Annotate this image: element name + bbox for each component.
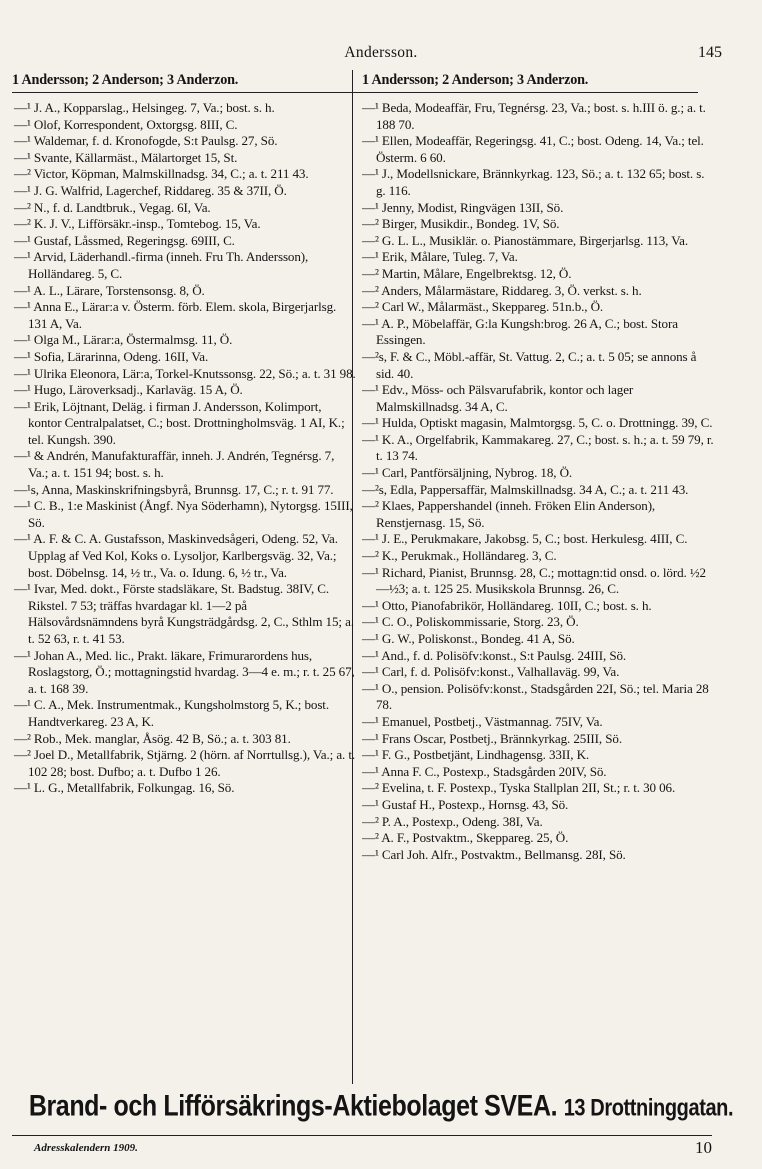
- advertisement-address: 13 Drottninggatan.: [563, 1095, 734, 1122]
- directory-entry: —¹ L. G., Metallfabrik, Folkungag. 16, Sö.: [14, 780, 235, 796]
- directory-entry: —¹ Hugo, Läroverksadj., Karlaväg. 15 A, Ö.: [14, 382, 243, 398]
- directory-entry: —² Birger, Musikdir., Bondeg. 1V, Sö.: [362, 216, 560, 232]
- column-heading: 1 Andersson; 2 Anderson; 3 Anderzon.: [362, 72, 589, 88]
- directory-entry: —¹ Erik, Löjtnant, Deläg. i firman J. Andersson, Kolimport, kontor Centralpalatset, C.; bost. Drottningholmsväg. 1 AI, K.; tel. Kungsh. 390.: [14, 398, 345, 447]
- directory-entry: —¹ Ulrika Eleonora, Lär:a, Torkel-Knutssonsg. 22, Sö.; a. t. 31 98.: [14, 365, 356, 381]
- directory-entry: —¹ Ivar, Med. dokt., Förste stadsläkare, St. Badstug. 38IV, C. Rikstel. 7 53; träffas hvardagar kl. 1—2 på Hälsovårdsnämndens byrå Kungsträdgårdsg. 2, C., Sthlm 15; a. t. 52 63, r. t. 41 53.: [14, 581, 354, 646]
- directory-entry: —¹ C. O., Poliskommissarie, Storg. 23, Ö.: [362, 614, 579, 630]
- directory-entry: —¹ Gustaf H., Postexp., Hornsg. 43, Sö.: [362, 796, 569, 812]
- directory-entry: —¹ Anna F. C., Postexp., Stadsgården 20IV, Sö.: [362, 763, 607, 779]
- directory-entry: —¹ Anna E., Lärar:a v. Österm. förb. Elem. skola, Birgerjarlsg. 131 A, Va.: [14, 299, 337, 331]
- directory-entry: —¹ K. A., Orgelfabrik, Kammakareg. 27, C.; bost. s. h.; a. t. 59 79, r. t. 13 74.: [362, 431, 714, 464]
- directory-entry: —² A. F., Postvaktm., Skeppareg. 25, Ö.: [362, 830, 569, 846]
- advertisement-banner: [0, 1089, 762, 1123]
- directory-entry: —¹ Otto, Pianofabrikör, Holländareg. 10II, C.; bost. s. h.: [362, 597, 652, 613]
- page-title: Andersson.: [344, 44, 418, 61]
- running-head: [0, 44, 762, 66]
- directory-entry: —¹ Edv., Möss- och Pälsvarufabrik, kontor och lager Malmskillnadsg. 34 A, C.: [362, 382, 634, 414]
- directory-entry: —¹ J. A., Kopparslag., Helsingeg. 7, Va.; bost. s. h.: [14, 100, 275, 115]
- directory-entry: —² Joel D., Metallfabrik, Stjärng. 2 (hörn. af Norrtullsg.), Va.; a. t. 102 28; bost. Dufbo; a. t. Dufbo 1 26.: [14, 747, 355, 779]
- directory-entry: —¹ Carl, Pantförsäljning, Nybrog. 18, Ö.: [362, 465, 573, 481]
- directory-entry: —²s, F. & C., Möbl.-affär, St. Vattug. 2, C.; a. t. 5 05; se annons å sid. 40.: [362, 348, 697, 381]
- left-column: [12, 70, 357, 797]
- directory-entry: —¹ Hulda, Optiskt magasin, Malmtorgsg. 5, C. o. Drottningg. 39, C.: [362, 415, 713, 431]
- directory-entry: —¹ Richard, Pianist, Brunnsg. 28, C.; mottagn:tid onsd. o. lörd. ½2—½3; a. t. 125 25. Musikskola Brunnsg. 26, C.: [362, 564, 706, 597]
- directory-entry: —¹ G. W., Poliskonst., Bondeg. 41 A, Sö.: [362, 631, 575, 646]
- footer-rule: [12, 1135, 712, 1136]
- publication-footer: Adresskalendern 1909.: [34, 1142, 138, 1154]
- directory-entry: —¹ J. E., Perukmakare, Jakobsg. 5, C.; bost. Herkulesg. 4III, C.: [362, 531, 688, 547]
- directory-entry: —¹ Johan A., Med. lic., Prakt. läkare, Frimurarordens hus, Roslagstorg, Ö.; mottagningstid hvardag. 3—4 e. m.; r. t. 25 67, a. t. 168 39.: [14, 647, 355, 696]
- right-column: [358, 70, 714, 863]
- directory-entry: —¹ Frans Oscar, Postbetj., Brännkyrkag. 25III, Sö.: [362, 730, 622, 746]
- directory-entry: —¹ Carl, f. d. Polisöfv:konst., Valhallaväg. 99, Va.: [362, 664, 620, 680]
- directory-entry: —¹ J., Modellsnickare, Brännkyrkag. 123, Sö.; a. t. 132 65; bost. s. g. 116.: [362, 166, 705, 198]
- directory-entry: —¹ Svante, Källarmäst., Mälartorget 15, St.: [14, 149, 238, 165]
- directory-entry: —² Victor, Köpman, Malmskillnadsg. 34, C.; a. t. 211 43.: [14, 166, 309, 182]
- directory-entry: —² K., Perukmak., Holländareg. 3, C.: [362, 548, 557, 564]
- directory-entry: —¹ Beda, Modeaffär, Fru, Tegnérsg. 23, Va.; bost. s. h.III ö. g.; a. t. 188 70.: [362, 100, 706, 132]
- directory-entry: —¹ Jenny, Modist, Ringvägen 13II, Sö.: [362, 199, 564, 215]
- directory-entry: —¹ C. A., Mek. Instrumentmak., Kungsholmstorg 5, K.; bost. Handtverkareg. 23 A, K.: [14, 697, 329, 729]
- directory-entry: —² P. A., Postexp., Odeng. 38I, Va.: [362, 813, 543, 829]
- directory-entry: —¹ Olof, Korrespondent, Oxtorgsg. 8III, C.: [14, 116, 238, 132]
- sheet-number: 10: [695, 1138, 712, 1157]
- directory-entry: —¹ Olga M., Lärar:a, Östermalmsg. 11, Ö.: [14, 332, 233, 348]
- directory-entry: —¹ A. F. & C. A. Gustafsson, Maskinvedsågeri, Odeng. 52, Va. Upplag af Ved Kol, Koks o. Lysoljor, Karlbergsväg. 32, Va.; bost. Döbelnsg. 14, ½ tr., Va. o. Idung. 6, ½ tr., Va.: [14, 531, 338, 580]
- directory-entry: —¹ Sofia, Lärarinna, Odeng. 16II, Va.: [14, 348, 209, 364]
- directory-entry: —¹s, Anna, Maskinskrifningsbyrå, Brunnsg. 17, C.; r. t. 91 77.: [14, 481, 334, 497]
- directory-entry: —¹ A. P., Möbelaffär, G:la Kungsh:brog. 26 A, C.; bost. Stora Essingen.: [362, 315, 678, 348]
- entry-list: [358, 92, 714, 863]
- directory-entry: —¹ Arvid, Läderhandl.-firma (inneh. Fru Th. Andersson), Holländareg. 5, C.: [14, 249, 309, 281]
- directory-entry: —¹ And., f. d. Polisöfv:konst., S:t Paulsg. 24III, Sö.: [362, 647, 627, 663]
- directory-entry: —² Martin, Målare, Engelbrektsg. 12, Ö.: [362, 265, 572, 281]
- directory-entry: —² Klaes, Pappershandel (inneh. Fröken Elin Anderson), Renstjernasg. 15, Sö.: [362, 498, 656, 530]
- directory-entry: —¹ & Andrén, Manufakturaffär, inneh. J. Andrén, Tegnérsg. 7, Va.; a. t. 151 94; bost. s. h.: [14, 448, 335, 481]
- advertisement-text: Brand- och Lifförsäkrings-Aktiebolaget SVEA.: [28, 1089, 558, 1123]
- directory-entry: —² G. L. L., Musiklär. o. Pianostämmare, Birgerjarlsg. 113, Va.: [362, 232, 688, 248]
- directory-entry: —²s, Edla, Pappersaffär, Malmskillnadsg. 34 A, C.; a. t. 211 43.: [362, 481, 689, 497]
- page-number: 145: [698, 44, 722, 61]
- directory-entry: —¹ Carl Joh. Alfr., Postvaktm., Bellmansg. 28I, Sö.: [362, 846, 626, 862]
- column-heading: 1 Andersson; 2 Anderson; 3 Anderzon.: [12, 72, 239, 88]
- directory-entry: —¹ Erik, Målare, Tuleg. 7, Va.: [362, 249, 518, 265]
- directory-entry: —¹ J. G. Walfrid, Lagerchef, Riddareg. 35 & 37II, Ö.: [14, 182, 287, 198]
- directory-entry: —² K. J. V., Lifförsäkr.-insp., Tomtebog. 15, Va.: [14, 216, 261, 232]
- directory-entry: —¹ Gustaf, Låssmed, Regeringsg. 69III, C.: [14, 232, 235, 248]
- directory-entry: —¹ Emanuel, Postbetj., Västmannag. 75IV, Va.: [362, 713, 603, 729]
- directory-entry: —² Evelina, t. F. Postexp., Tyska Stallplan 2II, St.; r. t. 30 06.: [362, 780, 676, 796]
- directory-entry: —² Anders, Målarmästare, Riddareg. 3, Ö. verkst. s. h.: [362, 282, 642, 298]
- directory-entry: —² Carl W., Målarmäst., Skeppareg. 51n.b., Ö.: [362, 299, 604, 315]
- directory-entry: —² Rob., Mek. manglar, Åsög. 42 B, Sö.; a. t. 303 81.: [14, 730, 291, 746]
- directory-entry: —¹ F. G., Postbetjänt, Lindhagensg. 33II, K.: [362, 747, 590, 763]
- directory-entry: —¹ C. B., 1:e Maskinist (Ångf. Nya Söderhamn), Nytorgsg. 15III, Sö.: [14, 498, 353, 530]
- directory-entry: —¹ Waldemar, f. d. Kronofogde, S:t Paulsg. 27, Sö.: [14, 133, 278, 149]
- directory-entry: —¹ O., pension. Polisöfv:konst., Stadsgården 22I, Sö.; tel. Maria 28 78.: [362, 680, 709, 713]
- entry-list: [12, 92, 357, 797]
- directory-entry: —² N., f. d. Landtbruk., Vegag. 6I, Va.: [14, 199, 211, 215]
- directory-entry: —¹ A. L., Lärare, Torstensonsg. 8, Ö.: [14, 282, 205, 298]
- directory-entry: —¹ Ellen, Modeaffär, Regeringsg. 41, C.; bost. Odeng. 14, Va.; tel. Österm. 6 60.: [362, 133, 704, 165]
